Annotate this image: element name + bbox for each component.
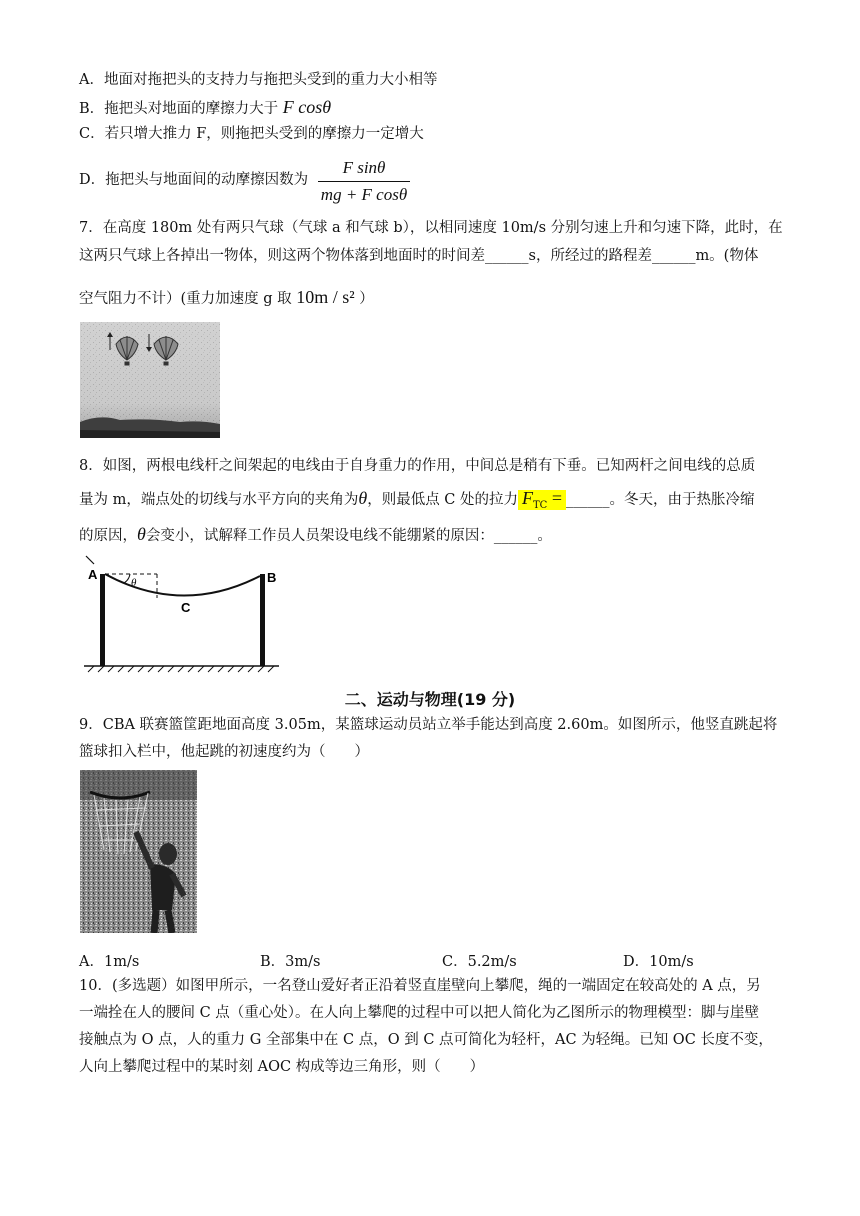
q7-line-1: 7．在高度 180m 处有两只气球（气球 a 和气球 b），以相同速度 10m/s 分别匀速上升和匀速下降，此时，在 [79, 220, 783, 236]
q9-line-1: 9．CBA 联赛篮筐距地面高度 3.05m，某篮球运动员站立举手能达到高度 2.60m。如图所示，他竖直跳起将 [79, 717, 778, 733]
q8-force-subscript: TC [533, 499, 548, 511]
q8-theta-symbol-2: θ [137, 524, 146, 544]
q10-line-2: 一端拴在人的腰间 C 点（重心处）。在人向上攀爬的过程中可以把人简化为乙图所示的物理模型：脚与崖壁 [79, 1005, 760, 1021]
fraction-numerator: F sinθ [318, 157, 410, 182]
fraction-denominator: mg + F cosθ [320, 185, 408, 204]
q6-option-d: D．拖把头与地面间的动摩擦因数为 [79, 172, 309, 188]
power-line-diagram [84, 554, 279, 676]
q8-theta-symbol: θ [358, 488, 368, 508]
q6-option-d-fraction [318, 157, 410, 206]
pole-b [260, 574, 265, 666]
pole-a [100, 574, 105, 666]
basketball-photo [80, 770, 197, 933]
label-a: A [88, 567, 98, 582]
balloons-photo [80, 322, 220, 438]
q10-line-3: 接触点为 O 点，人的重力 G 全部集中在 C 点，O 到 C 点可简化为轻杆，AC 为轻绳。已知 OC 长度不变， [79, 1032, 773, 1048]
q8-line-3-text: 会变小，试解释工作员人员架设电线不能绷紧的原因：______。 [145, 528, 552, 544]
q7-line-3-text: 空气阻力不计）(重力加速度 g 取 [79, 291, 292, 307]
q9-option-b: B．3m/s [260, 954, 321, 970]
q6-option-b-math: F cosθ [282, 97, 332, 117]
q8-line-3-lead: 的原因， [79, 528, 137, 544]
q9-line-2: 篮球扣入栏中，他起跳的初速度约为（ ） [79, 744, 369, 760]
q9-option-a: A．1m/s [79, 954, 140, 970]
q6-option-c: C．若只增大推力 F，则拖把头受到的摩擦力一定增大 [79, 126, 424, 142]
q7-line-2: 这两只气球上各掉出一物体，则这两个物体落到地面时的时间差______s，所经过的路程差______m。(物体 [79, 248, 759, 264]
q7-line-3-end: ） [359, 291, 374, 307]
q6-option-a: A．地面对拖把头的支持力与拖把头受到的重力大小相等 [79, 72, 438, 88]
q6-option-b-text: B．拖把头对地面的摩擦力大于 [79, 101, 279, 117]
q6-option-b [79, 97, 331, 119]
q8-line-3 [79, 524, 552, 546]
q7-gravity-value: 10m / s² [296, 287, 355, 307]
q9-option-c: C．5.2m/s [442, 954, 517, 970]
q10-line-4: 人向上攀爬过程中的某时刻 AOC 构成等边三角形，则（ ） [79, 1059, 485, 1075]
q8-equals-sign: = [547, 488, 562, 508]
label-c: C [181, 600, 191, 615]
q9-option-d: D．10m/s [623, 954, 694, 970]
q8-line-2-mid: ，则最低点 C 处的拉力 [367, 492, 519, 508]
q8-line-2-end: ______。冬天，由于热胀冷缩 [566, 492, 755, 508]
label-theta: θ [131, 577, 137, 589]
q8-tension-highlight [518, 490, 566, 510]
label-b: B [267, 570, 277, 585]
section-heading: 二、运动与物理(19 分) [344, 690, 516, 709]
q8-line-2-text: 量为 m，端点处的切线与水平方向的夹角为 [79, 492, 359, 508]
q7-line-3 [79, 287, 374, 309]
q10-line-1: 10．(多选题）如图甲所示，一名登山爱好者正沿着竖直崖壁向上攀爬，绳的一端固定在较高处的 A 点，另 [79, 978, 761, 994]
q8-force-symbol: F [522, 488, 534, 508]
q8-line-2 [79, 488, 755, 516]
q8-line-1: 8．如图，两根电线杆之间架起的电线由于自身重力的作用，中间总是稍有下垂。已知两杆之间电线的总质 [79, 458, 756, 474]
wire-curve [105, 574, 260, 596]
